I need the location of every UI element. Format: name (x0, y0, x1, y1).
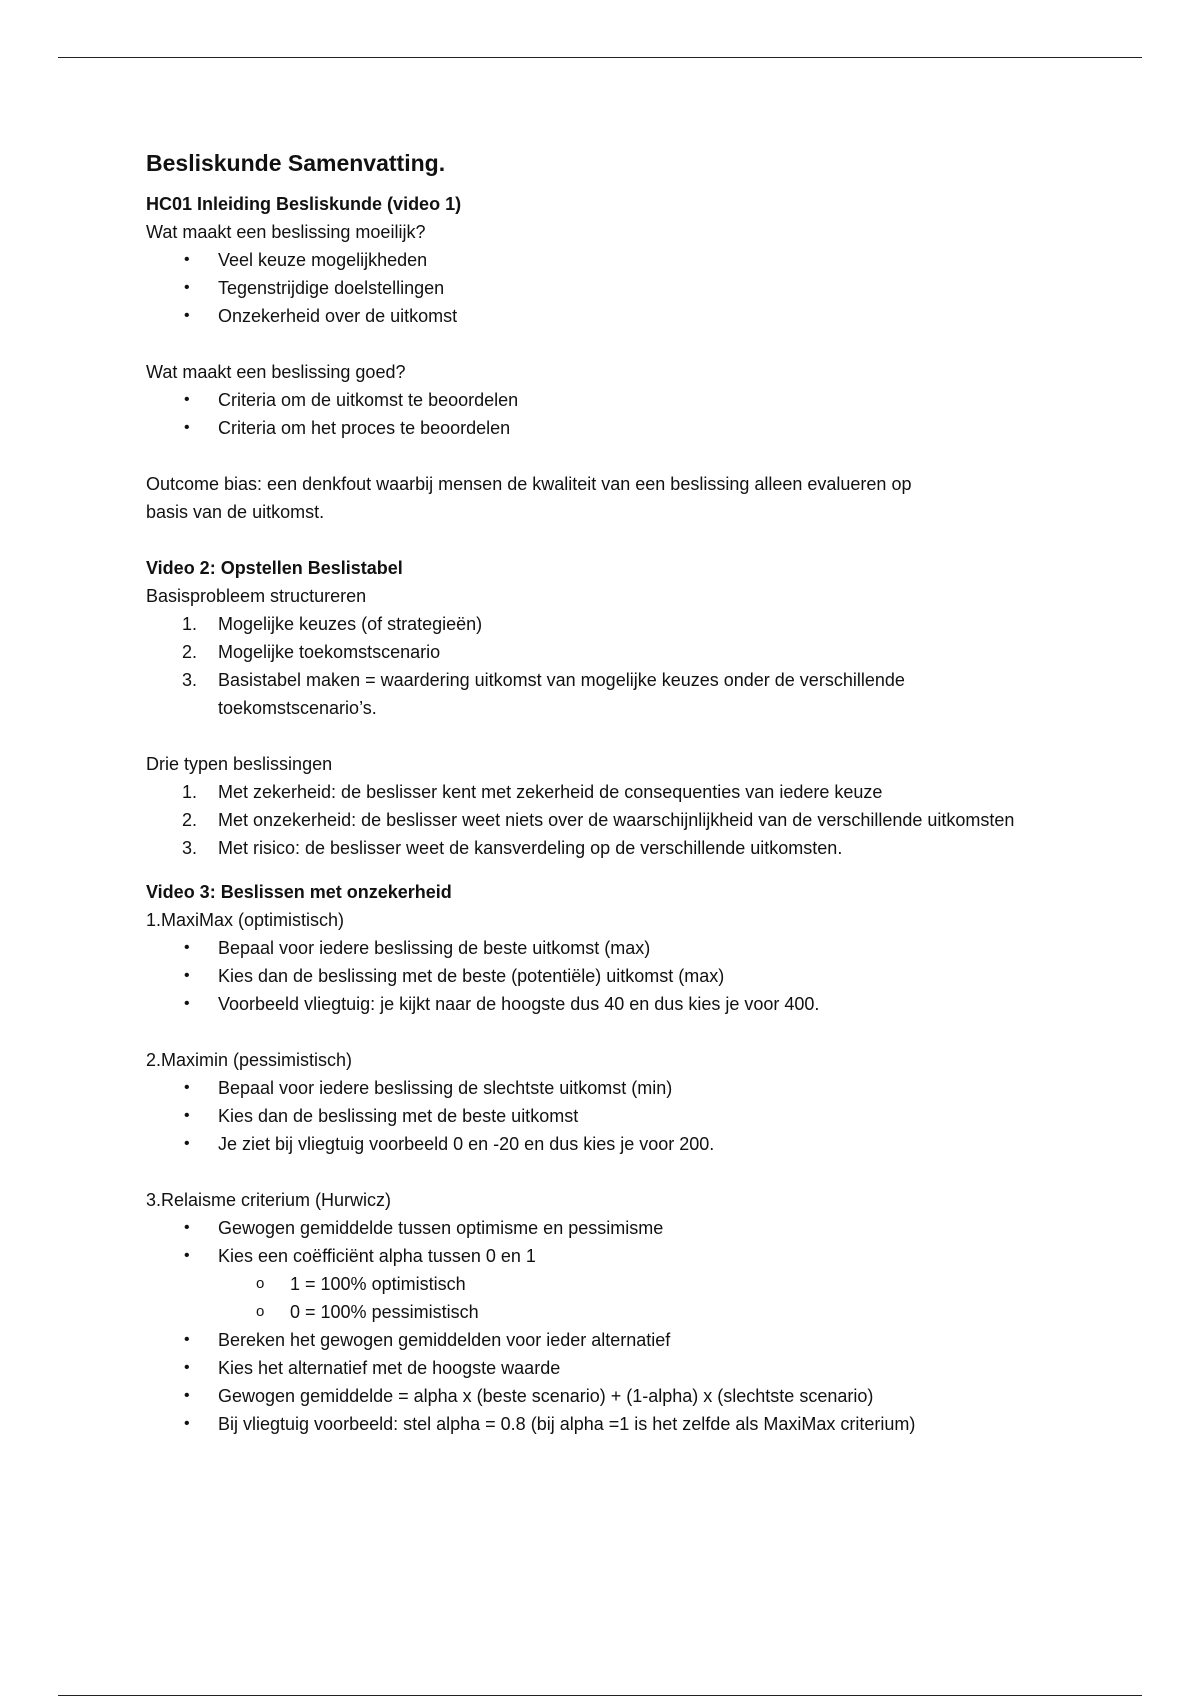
bullet-icon: • (184, 279, 190, 296)
list-item-text: Gewogen gemiddelde tussen optimisme en pessimisme (218, 1218, 664, 1238)
structure-intro: Basisprobleem structureren (146, 586, 367, 606)
number-marker: 1. (182, 614, 198, 634)
list-item (146, 1410, 1046, 1438)
bullet-icon: • (184, 391, 190, 408)
list-item (146, 1326, 1046, 1354)
list-item-text: Bepaal voor iedere beslissing de slechtste uitkomst (min) (218, 1078, 673, 1098)
number-marker: 3. (182, 670, 198, 690)
question-difficult: Wat maakt een beslissing moeilijk? (146, 222, 426, 242)
bullet-icon: • (184, 419, 190, 436)
decision-types (146, 778, 1046, 862)
list-item (146, 1242, 1046, 1270)
list-item (146, 834, 1046, 862)
list-item (146, 386, 1046, 414)
list-item (146, 934, 1046, 962)
circle-bullet-icon: o (256, 1275, 265, 1292)
list-item (146, 1074, 1046, 1102)
maximin-title: 2.Maximin (pessimistisch) (146, 1050, 353, 1070)
bullet-icon: • (184, 939, 190, 956)
good-list (146, 386, 1046, 442)
list-item-text: Voorbeeld vliegtuig: je kijkt naar de hoogste dus 40 en dus kies je voor 400. (218, 994, 820, 1014)
list-item-text: Onzekerheid over de uitkomst (218, 306, 458, 326)
list-item-text: Kies dan de beslissing met de beste (potentiële) uitkomst (max) (218, 966, 725, 986)
list-item-text: Bereken het gewogen gemiddelden voor ieder alternatief (218, 1330, 671, 1350)
list-item (146, 666, 1046, 722)
types-intro: Drie typen beslissingen (146, 754, 333, 774)
list-item-text: Mogelijke keuzes (of strategieën) (218, 614, 483, 634)
list-item-text: Met risico: de beslisser weet de kansverdeling op de verschillende uitkomsten. (218, 838, 843, 858)
section-heading-video2: Video 2: Opstellen Beslistabel (146, 558, 403, 578)
list-item-text: Met zekerheid: de beslisser kent met zekerheid de consequenties van iedere keuze (218, 782, 883, 802)
document-title: Besliskunde Samenvatting. (146, 150, 446, 176)
sub-list-item (146, 1298, 1046, 1326)
bullet-icon: • (184, 967, 190, 984)
number-marker: 3. (182, 838, 198, 858)
list-item (146, 246, 1046, 274)
list-item (146, 414, 1046, 442)
list-item-text: Veel keuze mogelijkheden (218, 250, 428, 270)
number-marker: 1. (182, 782, 198, 802)
list-item-text: Bij vliegtuig voorbeeld: stel alpha = 0.8 (bij alpha =1 is het zelfde als MaxiMax criterium) (218, 1414, 916, 1434)
bullet-icon: • (184, 1135, 190, 1152)
difficult-list (146, 246, 1046, 330)
bullet-icon: • (184, 1415, 190, 1432)
list-item (146, 274, 1046, 302)
list-item-text: Kies een coëfficiënt alpha tussen 0 en 1 (218, 1246, 536, 1266)
header-rule (58, 57, 1142, 58)
bullet-icon: • (184, 995, 190, 1012)
list-item (146, 1382, 1046, 1410)
section-heading-video3: Video 3: Beslissen met onzekerheid (146, 882, 452, 902)
list-item (146, 962, 1046, 990)
maximax-title: 1.MaxiMax (optimistisch) (146, 910, 345, 930)
bullet-icon: • (184, 1331, 190, 1348)
list-item (146, 778, 1046, 806)
bullet-icon: • (184, 1387, 190, 1404)
list-item (146, 1130, 1046, 1158)
list-item-text: Je ziet bij vliegtuig voorbeeld 0 en -20 en dus kies je voor 200. (218, 1134, 715, 1154)
bullet-icon: • (184, 1107, 190, 1124)
circle-bullet-icon: o (256, 1303, 265, 1320)
list-item (146, 638, 1046, 666)
bullet-icon: • (184, 307, 190, 324)
realism-list (146, 1214, 1046, 1270)
list-item-text: Tegenstrijdige doelstellingen (218, 278, 445, 298)
list-item-text: Criteria om de uitkomst te beoordelen (218, 390, 519, 410)
alpha-sub-list (146, 1270, 1046, 1326)
document-body (146, 148, 1046, 1438)
sub-list-item (146, 1270, 1046, 1298)
list-item-text: Bepaal voor iedere beslissing de beste uitkomst (max) (218, 938, 651, 958)
footer-rule (58, 1695, 1142, 1696)
question-good: Wat maakt een beslissing goed? (146, 362, 406, 382)
bullet-icon: • (184, 1219, 190, 1236)
list-item (146, 990, 1046, 1018)
list-item (146, 302, 1046, 330)
outcome-bias-line-1: Outcome bias: een denkfout waarbij mensen de kwaliteit van een beslissing alleen evalueren op (146, 474, 912, 494)
number-marker: 2. (182, 642, 198, 662)
bullet-icon: • (184, 1359, 190, 1376)
maximax-list (146, 934, 1046, 1018)
list-item-text: Met onzekerheid: de beslisser weet niets over de waarschijnlijkheid van de verschillende uitkomsten (218, 810, 1015, 830)
list-item (146, 610, 1046, 638)
list-item-text: Mogelijke toekomstscenario (218, 642, 441, 662)
list-item (146, 1102, 1046, 1130)
realism-title: 3.Relaisme criterium (Hurwicz) (146, 1190, 392, 1210)
list-item-text: Kies het alternatief met de hoogste waarde (218, 1358, 561, 1378)
maximin-list (146, 1074, 1046, 1158)
bullet-icon: • (184, 251, 190, 268)
list-item-text: Basistabel maken = waardering uitkomst van mogelijke keuzes onder de verschillende toekomstscenario’s. (218, 670, 905, 718)
outcome-bias-line-2: basis van de uitkomst. (146, 502, 325, 522)
list-item (146, 1354, 1046, 1382)
list-item (146, 1214, 1046, 1242)
section-heading-hc01: HC01 Inleiding Besliskunde (video 1) (146, 194, 462, 214)
list-item-text: 0 = 100% pessimistisch (290, 1302, 479, 1322)
list-item-text: Gewogen gemiddelde = alpha x (beste scenario) + (1-alpha) x (slechtste scenario) (218, 1386, 874, 1406)
list-item-text: Criteria om het proces te beoordelen (218, 418, 511, 438)
structure-steps (146, 610, 1046, 722)
list-item (146, 806, 1046, 834)
bullet-icon: • (184, 1079, 190, 1096)
number-marker: 2. (182, 810, 198, 830)
realism-list-continued (146, 1326, 1046, 1438)
list-item-text: Kies dan de beslissing met de beste uitkomst (218, 1106, 579, 1126)
list-item-text: 1 = 100% optimistisch (290, 1274, 466, 1294)
bullet-icon: • (184, 1247, 190, 1264)
